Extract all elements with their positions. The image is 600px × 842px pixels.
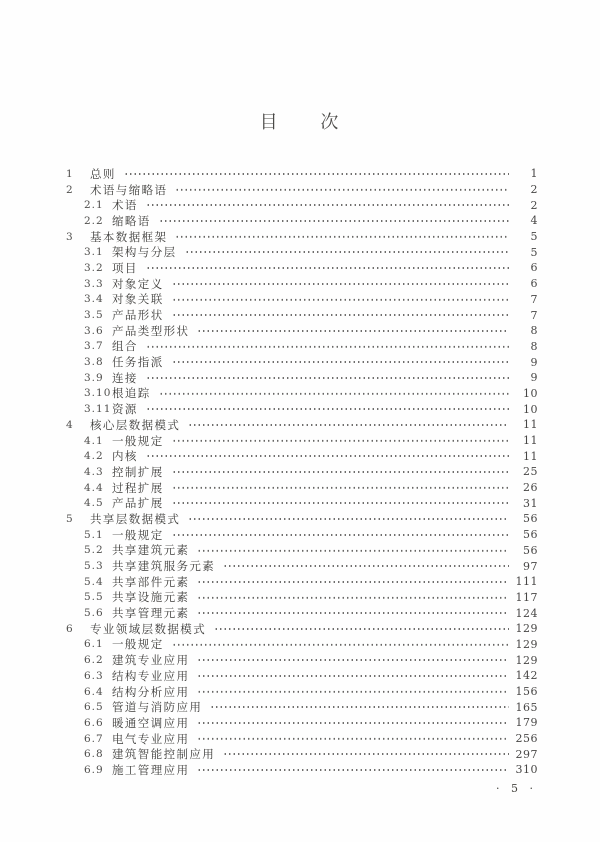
toc-leader-dots xyxy=(124,166,509,182)
toc-entry-label: 产品扩展 xyxy=(112,496,164,511)
toc-entry-label: 共享建筑服务元素 xyxy=(112,559,216,574)
toc-entry xyxy=(66,637,538,653)
toc-entry-label: 施工管理应用 xyxy=(112,762,190,777)
toc-leader-dots xyxy=(188,511,509,527)
toc-entry xyxy=(66,339,538,355)
toc-entry-number: 4.4 xyxy=(84,481,104,494)
toc-entry-page: 11 xyxy=(523,434,538,448)
toc-entry-page: 156 xyxy=(515,685,538,699)
toc-entry-page: 97 xyxy=(523,559,538,573)
toc-leader-dots xyxy=(210,699,508,715)
toc-entry-number: 6.3 xyxy=(84,669,104,682)
toc-leader-dots xyxy=(172,433,509,449)
toc-leader-dots xyxy=(172,292,509,308)
toc-entry-label: 项目 xyxy=(112,260,138,275)
toc-entry-number: 5.6 xyxy=(84,607,104,620)
toc-leader-dots xyxy=(146,370,509,386)
toc-leader-dots xyxy=(223,746,508,762)
toc-entry xyxy=(66,605,538,621)
toc-entry xyxy=(66,276,538,292)
toc-leader-dots xyxy=(197,652,508,668)
toc-entry-label: 管道与消防应用 xyxy=(112,700,203,715)
toc-entry-label: 过程扩展 xyxy=(112,480,164,495)
toc-leader-dots xyxy=(197,590,508,606)
toc-leader-dots xyxy=(146,448,509,464)
toc-entry-number: 4 xyxy=(66,418,74,431)
toc-leader-dots xyxy=(197,762,508,778)
toc-entry xyxy=(66,448,538,464)
toc-entry xyxy=(66,244,538,260)
toc-entry xyxy=(66,527,538,543)
toc-entry-page: 256 xyxy=(515,732,538,746)
toc-entry-number: 2 xyxy=(66,183,74,196)
toc-entry-number: 2.1 xyxy=(84,199,104,212)
toc-entry-page: 2 xyxy=(530,183,538,197)
toc-entry-page: 117 xyxy=(515,590,538,604)
toc-entry xyxy=(66,495,538,511)
toc-entry-number: 4.3 xyxy=(84,465,104,478)
toc-entry-label: 根追踪 xyxy=(112,386,151,401)
toc-leader-dots xyxy=(223,558,509,574)
toc-entry-number: 6.5 xyxy=(84,701,104,714)
toc-entry xyxy=(66,699,538,715)
toc-entry-number: 3.2 xyxy=(84,261,104,274)
toc-entry xyxy=(66,762,538,778)
toc-entry-page: 56 xyxy=(523,512,538,526)
toc-entry-number: 4.2 xyxy=(84,450,104,463)
toc-leader-dots xyxy=(172,527,509,543)
toc-entry-page: 111 xyxy=(515,575,538,589)
toc-entry-page: 5 xyxy=(530,230,538,244)
toc-entry-page: 297 xyxy=(515,747,538,761)
toc-title: 目 次 xyxy=(259,112,341,133)
toc-entry xyxy=(66,464,538,480)
toc-entry-label: 术语 xyxy=(112,198,138,213)
toc-entry-page: 6 xyxy=(530,261,538,275)
toc-entry-label: 建筑智能控制应用 xyxy=(112,747,216,762)
toc-entry-page: 26 xyxy=(523,481,538,495)
toc-entry xyxy=(66,401,538,417)
toc-entry-page: 179 xyxy=(515,716,538,730)
toc-leader-dots xyxy=(197,715,508,731)
toc-entry xyxy=(66,213,538,229)
toc-entry-number: 3.3 xyxy=(84,277,104,290)
toc-entry-page: 165 xyxy=(515,700,538,714)
toc-entry-page: 129 xyxy=(515,622,538,636)
toc-entry xyxy=(66,590,538,606)
toc-leader-dots xyxy=(197,605,508,621)
toc-entry-page: 1 xyxy=(530,167,538,181)
toc-entry-label: 内核 xyxy=(112,449,138,464)
toc-leader-dots xyxy=(172,637,509,653)
toc-leader-dots xyxy=(197,543,509,559)
toc-entry-number: 5.1 xyxy=(84,528,104,541)
toc-entry-page: 7 xyxy=(530,292,538,306)
toc-leader-dots xyxy=(146,339,509,355)
toc-entry-label: 控制扩展 xyxy=(112,464,164,479)
toc-entry-label: 结构专业应用 xyxy=(112,668,190,683)
toc-entry-label: 共享管理元素 xyxy=(112,606,190,621)
toc-entry-label: 专业领域层数据模式 xyxy=(90,621,207,636)
toc-leader-dots xyxy=(175,229,509,245)
toc-entry-number: 6.4 xyxy=(84,685,104,698)
toc-entry-number: 3 xyxy=(66,230,74,243)
toc-entry-page: 7 xyxy=(530,308,538,322)
toc-entry-label: 建筑专业应用 xyxy=(112,653,190,668)
toc-list xyxy=(66,166,538,778)
toc-leader-dots xyxy=(214,621,508,637)
toc-entry-number: 3.11 xyxy=(84,403,112,416)
toc-leader-dots xyxy=(197,668,508,684)
toc-entry-label: 结构分析应用 xyxy=(112,684,190,699)
toc-leader-dots xyxy=(146,401,509,417)
toc-entry-number: 5.3 xyxy=(84,560,104,573)
toc-entry-label: 共享层数据模式 xyxy=(90,511,181,526)
toc-entry-label: 总则 xyxy=(90,166,116,181)
toc-leader-dots xyxy=(172,276,509,292)
page-number-footer: · 5 · xyxy=(496,782,537,795)
toc-entry xyxy=(66,511,538,527)
toc-leader-dots xyxy=(159,386,509,402)
toc-entry xyxy=(66,166,538,182)
toc-entry xyxy=(66,684,538,700)
toc-entry-number: 4.1 xyxy=(84,434,104,447)
toc-entry xyxy=(66,354,538,370)
toc-entry-label: 一般规定 xyxy=(112,637,164,652)
toc-leader-dots xyxy=(172,307,509,323)
toc-entry xyxy=(66,417,538,433)
toc-entry xyxy=(66,558,538,574)
toc-entry xyxy=(66,229,538,245)
toc-entry-label: 对象关联 xyxy=(112,292,164,307)
toc-entry xyxy=(66,182,538,198)
toc-entry-label: 连接 xyxy=(112,370,138,385)
toc-entry-label: 电气专业应用 xyxy=(112,731,190,746)
toc-entry-page: 8 xyxy=(530,339,538,353)
toc-entry-number: 6.8 xyxy=(84,748,104,761)
toc-leader-dots xyxy=(172,495,509,511)
toc-entry-label: 共享部件元素 xyxy=(112,574,190,589)
toc-entry-page: 56 xyxy=(523,528,538,542)
toc-entry-number: 3.6 xyxy=(84,324,104,337)
toc-leader-dots xyxy=(172,480,509,496)
toc-entry-page: 4 xyxy=(530,214,538,228)
toc-entry-page: 129 xyxy=(515,653,538,667)
toc-entry-label: 产品形状 xyxy=(112,308,164,323)
toc-entry-page: 6 xyxy=(530,277,538,291)
toc-entry-label: 一般规定 xyxy=(112,433,164,448)
toc-entry-number: 3.4 xyxy=(84,293,104,306)
toc-entry-label: 组合 xyxy=(112,339,138,354)
toc-entry-page: 25 xyxy=(523,465,538,479)
toc-entry xyxy=(66,323,538,339)
toc-entry-label: 资源 xyxy=(112,402,138,417)
toc-leader-dots xyxy=(197,731,508,747)
toc-entry-number: 6.9 xyxy=(84,763,104,776)
toc-entry xyxy=(66,668,538,684)
toc-entry-page: 142 xyxy=(515,669,538,683)
toc-leader-dots xyxy=(175,182,509,198)
toc-entry-page: 11 xyxy=(523,418,538,432)
toc-entry xyxy=(66,307,538,323)
toc-entry xyxy=(66,746,538,762)
toc-entry-number: 1 xyxy=(66,167,74,180)
toc-entry-number: 5.4 xyxy=(84,575,104,588)
toc-entry-page: 9 xyxy=(530,371,538,385)
toc-entry-number: 6.6 xyxy=(84,716,104,729)
toc-entry-number: 5 xyxy=(66,512,74,525)
toc-entry-label: 基本数据框架 xyxy=(90,229,168,244)
toc-entry-number: 5.5 xyxy=(84,591,104,604)
toc-entry-page: 5 xyxy=(530,245,538,259)
toc-leader-dots xyxy=(146,197,509,213)
toc-entry xyxy=(66,731,538,747)
toc-entry-label: 共享建筑元素 xyxy=(112,543,190,558)
toc-entry-number: 3.9 xyxy=(84,371,104,384)
toc-entry-number: 3.5 xyxy=(84,309,104,322)
toc-entry-label: 对象定义 xyxy=(112,276,164,291)
toc-entry-page: 56 xyxy=(523,543,538,557)
toc-entry xyxy=(66,386,538,402)
toc-leader-dots xyxy=(146,260,509,276)
toc-entry-page: 8 xyxy=(530,324,538,338)
toc-entry xyxy=(66,652,538,668)
toc-entry-number: 6.1 xyxy=(84,638,104,651)
toc-entry-number: 4.5 xyxy=(84,497,104,510)
toc-entry-label: 一般规定 xyxy=(112,527,164,542)
toc-entry xyxy=(66,715,538,731)
toc-leader-dots xyxy=(188,417,509,433)
toc-entry xyxy=(66,260,538,276)
toc-entry-label: 任务指派 xyxy=(112,355,164,370)
toc-entry-page: 2 xyxy=(530,198,538,212)
toc-leader-dots xyxy=(197,684,508,700)
toc-entry-page: 10 xyxy=(523,386,538,400)
toc-entry-page: 31 xyxy=(523,496,538,510)
toc-entry xyxy=(66,574,538,590)
toc-entry xyxy=(66,480,538,496)
toc-entry-page: 9 xyxy=(530,355,538,369)
toc-entry-label: 缩略语 xyxy=(112,213,151,228)
toc-entry-number: 5.2 xyxy=(84,544,104,557)
toc-entry-number: 2.2 xyxy=(84,214,104,227)
toc-entry-page: 124 xyxy=(515,606,538,620)
toc-entry-label: 架构与分层 xyxy=(112,245,177,260)
toc-entry xyxy=(66,433,538,449)
toc-entry xyxy=(66,621,538,637)
toc-leader-dots xyxy=(197,574,508,590)
toc-entry-number: 3.1 xyxy=(84,246,104,259)
toc-entry-page: 310 xyxy=(515,763,538,777)
toc-entry xyxy=(66,197,538,213)
toc-entry-number: 3.10 xyxy=(84,387,112,400)
toc-entry-label: 产品类型形状 xyxy=(112,323,190,338)
toc-entry-label: 核心层数据模式 xyxy=(90,417,181,432)
toc-leader-dots xyxy=(172,354,509,370)
toc-leader-dots xyxy=(197,323,509,339)
toc-entry xyxy=(66,543,538,559)
toc-entry-page: 10 xyxy=(523,402,538,416)
toc-entry-label: 术语与缩略语 xyxy=(90,182,168,197)
toc-entry-number: 6.7 xyxy=(84,732,104,745)
toc-entry-number: 3.8 xyxy=(84,356,104,369)
toc-entry-label: 暖通空调应用 xyxy=(112,715,190,730)
toc-entry-number: 3.7 xyxy=(84,340,104,353)
toc-leader-dots xyxy=(185,244,510,260)
toc-entry-number: 6 xyxy=(66,622,74,635)
toc-entry-label: 共享设施元素 xyxy=(112,590,190,605)
toc-entry xyxy=(66,292,538,308)
toc-entry-page: 11 xyxy=(523,449,538,463)
toc-entry-page: 129 xyxy=(515,637,538,651)
toc-entry-number: 6.2 xyxy=(84,654,104,667)
toc-leader-dots xyxy=(159,213,509,229)
toc-entry xyxy=(66,370,538,386)
toc-leader-dots xyxy=(172,464,509,480)
